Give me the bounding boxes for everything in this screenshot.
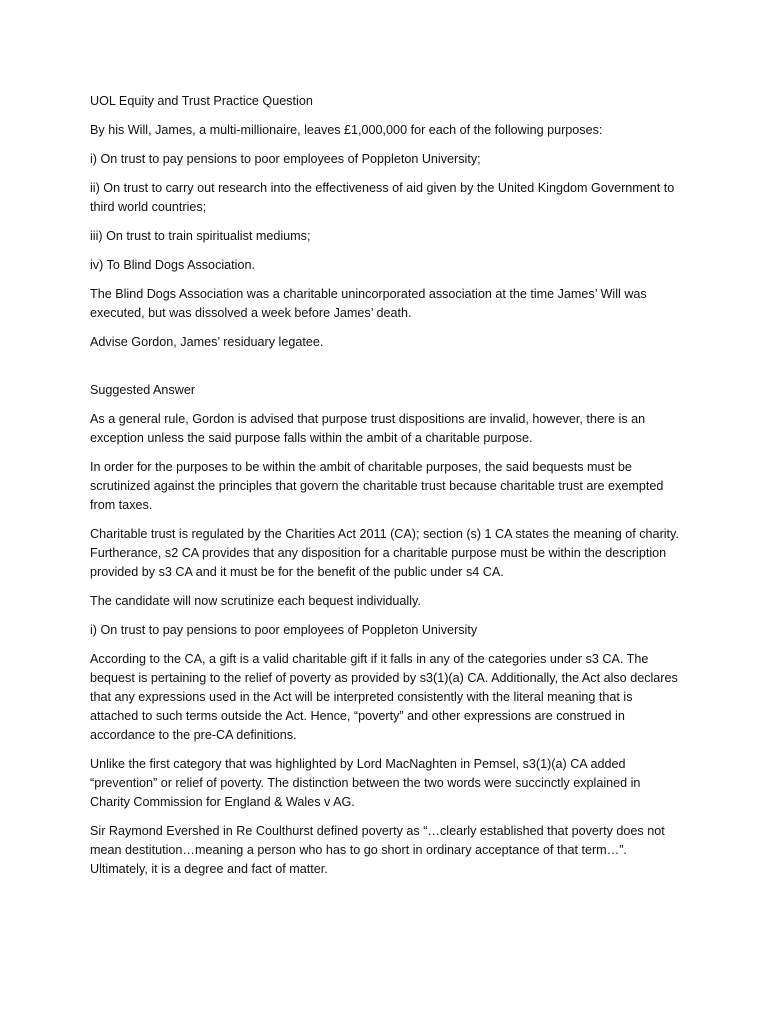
answer-paragraph: Charitable trust is regulated by the Charities Act 2011 (CA); section (s) 1 CA states the meaning of charity. Furtherance, s2 CA provides that any disposition for a charitable purpose must be within the description provided by s3 CA and it must be for the benefit of the public under s4 CA. bbox=[90, 527, 679, 579]
answer-paragraph: As a general rule, Gordon is advised that purpose trust dispositions are invalid, however, there is an exception unless the said purpose falls within the ambit of a charitable purpose. bbox=[90, 412, 646, 445]
section-spacer bbox=[90, 362, 680, 381]
answer-heading: Suggested Answer bbox=[90, 383, 196, 397]
question-item-3: iii) On trust to train spiritualist mediums; bbox=[90, 229, 311, 243]
question-item-2: ii) On trust to carry out research into the effectiveness of aid given by the United Kingdom Government to third world countries; bbox=[90, 181, 675, 214]
document-title: UOL Equity and Trust Practice Question bbox=[90, 94, 313, 108]
answer-paragraph: Sir Raymond Evershed in Re Coulthurst defined poverty as “…clearly established that poverty does not mean destitution…meaning a person who has to go short in ordinary acceptance of that term…”. Ultimately, it is a degree and fact of matter. bbox=[90, 824, 665, 876]
answer-paragraph: In order for the purposes to be within the ambit of charitable purposes, the said bequests must be scrutinized against the principles that govern the charitable trust because charitable trust are exempted from taxes. bbox=[90, 460, 664, 512]
question-instruction: Advise Gordon, James’ residuary legatee. bbox=[90, 335, 324, 349]
document-page bbox=[90, 92, 680, 889]
question-item-4: iv) To Blind Dogs Association. bbox=[90, 258, 255, 272]
answer-paragraph: According to the CA, a gift is a valid charitable gift if it falls in any of the categories under s3 CA. The bequest is pertaining to the relief of poverty as provided by s3(1)(a) CA. Additionally, the Act also declares that any expressions used in the Act will be interpreted consistently with the literal meaning that is attached to such terms outside the Act. Hence, “poverty” and other expressions are construed in accordance to the pre-CA definitions. bbox=[90, 652, 678, 742]
answer-paragraph: The candidate will now scrutinize each bequest individually. bbox=[90, 594, 421, 608]
answer-subheading: i) On trust to pay pensions to poor employees of Poppleton University bbox=[90, 623, 478, 637]
question-facts: The Blind Dogs Association was a charitable unincorporated association at the time James’ Will was executed, but was dissolved a week before James’ death. bbox=[90, 287, 647, 320]
question-intro: By his Will, James, a multi-millionaire, leaves £1,000,000 for each of the following purposes: bbox=[90, 123, 603, 137]
answer-paragraph: Unlike the first category that was highlighted by Lord MacNaghten in Pemsel, s3(1)(a) CA added “prevention” or relief of poverty. The distinction between the two words were succinctly explained in Charity Commission for England & Wales v AG. bbox=[90, 757, 641, 809]
question-item-1: i) On trust to pay pensions to poor employees of Poppleton University; bbox=[90, 152, 481, 166]
